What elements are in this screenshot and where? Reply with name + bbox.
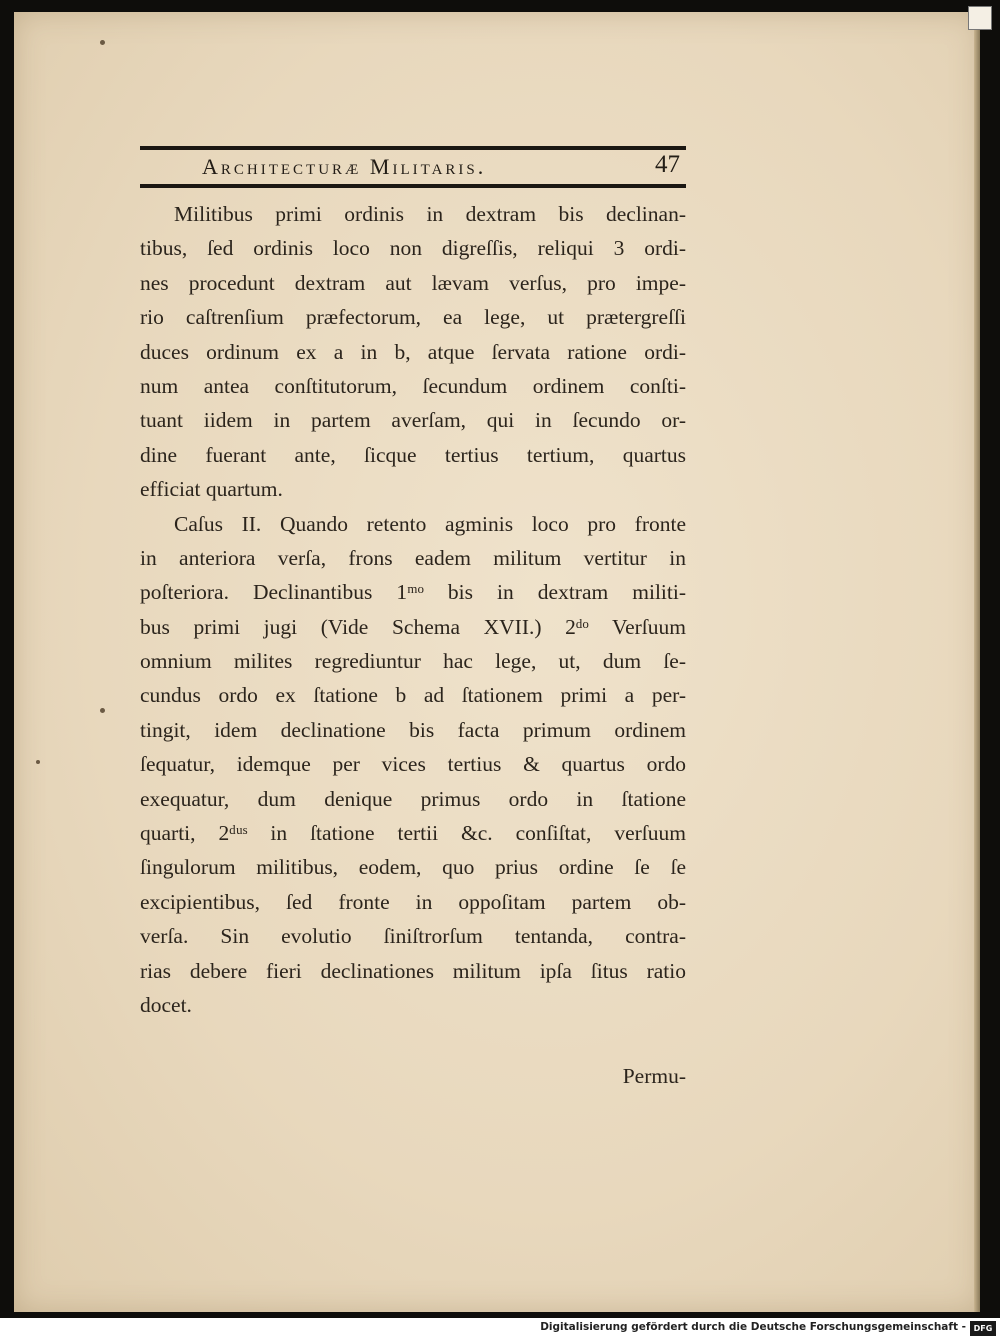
scanner-corner-mark: [968, 6, 992, 30]
running-head-title: Architecturæ Militaris.: [202, 154, 487, 179]
text-line: excipientibus, ſed fronte in oppoſitam partem ob-: [140, 889, 686, 914]
text-line: ſingulorum militibus, eodem, quo prius ordine ſe ſe: [140, 855, 686, 880]
text-line: bus primi jugi (Vide Schema XVII.) 2ᵈᵒ Verſuum: [140, 614, 686, 639]
header-rule-top: [140, 146, 686, 150]
digitization-footer: [0, 1318, 1000, 1340]
dfg-logo-icon: DFG: [970, 1321, 996, 1336]
paper-speck: [36, 760, 40, 764]
funding-credit: Digitalisierung gefördert durch die Deutsche Forschungsgemeinschaft -: [540, 1321, 966, 1333]
text-line: Caſus II. Quando retento agminis loco pro fronte: [174, 511, 686, 536]
text-line: tingit, idem declinatione bis facta primum ordinem: [140, 717, 686, 742]
paper-speck: [100, 40, 105, 45]
text-line: rias debere fieri declinationes militum ipſa ſitus ratio: [140, 958, 686, 983]
text-line: dine fuerant ante, ſicque tertius tertium, quartus: [140, 442, 686, 467]
header-rule-bottom: [140, 184, 686, 188]
page-number: 47: [655, 151, 680, 178]
text-line: poſteriora. Declinantibus 1ᵐᵒ bis in dextram militi-: [140, 580, 686, 605]
text-line: ſequatur, idemque per vices tertius & quartus ordo: [140, 752, 686, 777]
text-line: tibus, ſed ordinis loco non digreſſis, reliqui 3 ordi-: [140, 236, 686, 261]
paragraph-2: [140, 507, 686, 1023]
page-edge: [974, 12, 980, 1312]
text-line: in anteriora verſa, frons eadem militum vertitur in: [140, 545, 686, 570]
text-line: verſa. Sin evolutio ſiniſtrorſum tentanda, contra-: [140, 924, 686, 949]
text-line: nes procedunt dextram aut lævam verſus, pro impe-: [140, 270, 686, 295]
text-line: Militibus primi ordinis in dextram bis declinan-: [174, 202, 686, 226]
running-head: [140, 151, 686, 183]
paper-speck: [100, 708, 105, 713]
text-line: efficiat quartum.: [140, 477, 283, 502]
text-line: duces ordinum ex a in b, atque ſervata ratione ordi-: [140, 339, 686, 364]
text-line: cundus ordo ex ſtatione b ad ſtationem primi a per-: [140, 683, 686, 708]
text-line: exequatur, dum denique primus ordo in ſtatione: [140, 786, 686, 811]
catchword: Permu-: [622, 1064, 686, 1088]
text-line: omnium milites regrediuntur hac lege, ut, dum ſe-: [140, 649, 686, 674]
text-line: num antea conſtitutorum, ſecundum ordinem conſti-: [140, 373, 686, 398]
text-line: quarti, 2ᵈᵘˢ in ſtatione tertii &c. conſiſtat, verſuum: [140, 821, 686, 846]
body-text: [140, 197, 686, 1022]
text-line: rio caſtrenſium præfectorum, ea lege, ut prætergreſſi: [140, 305, 686, 330]
text-line: docet.: [140, 992, 192, 1017]
text-line: tuant iidem in partem averſam, qui in ſecundo or-: [140, 408, 686, 433]
paragraph-1: [140, 197, 686, 507]
